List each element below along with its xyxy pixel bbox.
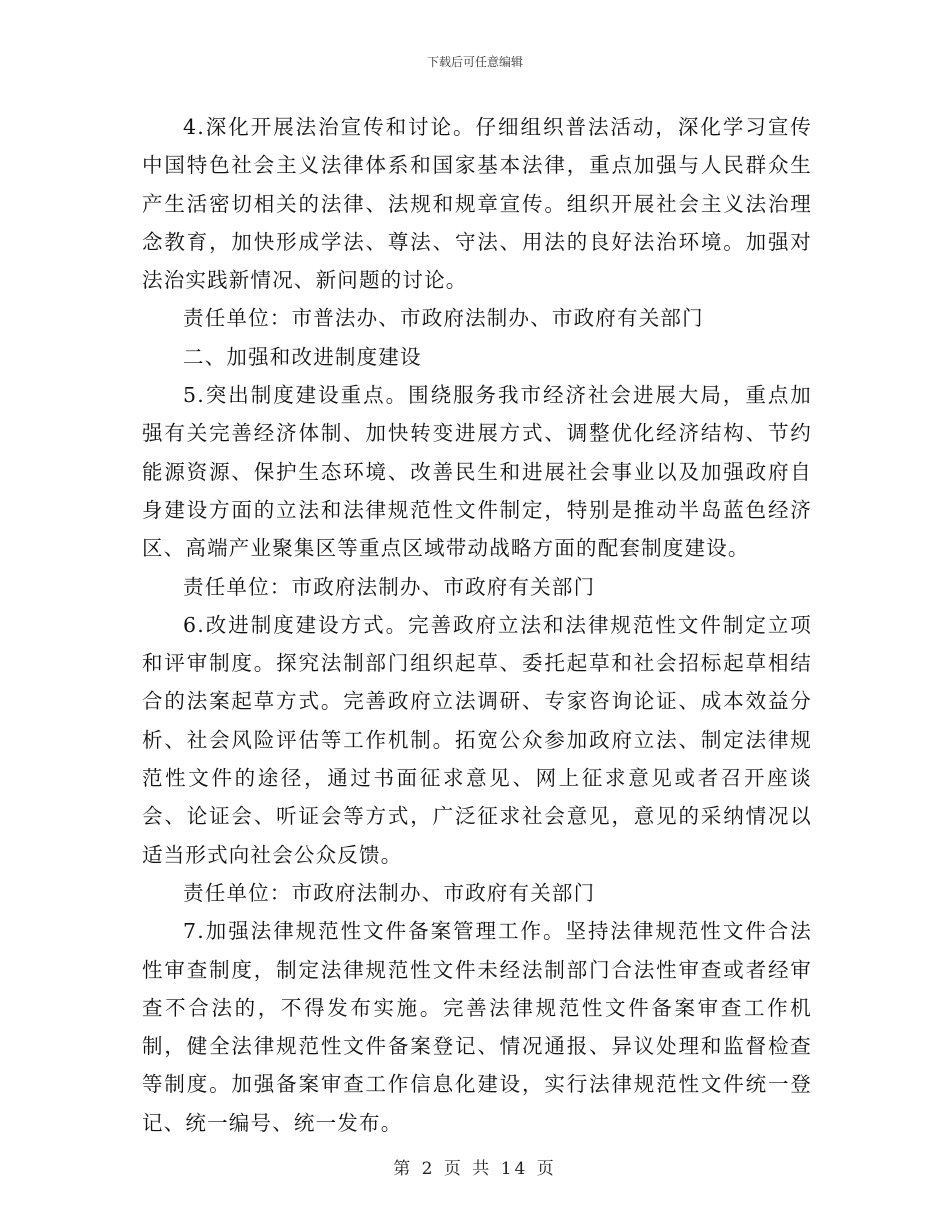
paragraph-item-7: 7.加强法律规范性文件备案管理工作。坚持法律规范性文件合法性审查制度，制定法律规范性文件未经法制部门合法性审查或者经审查不合法的，不得发布实施。完善法律规范性文件备案审查工作机制，健全法律规范性文件备案登记、情况通报、异议处理和监督检查等制度。加强备案审查工作信息化建设，实行法律规范性文件统一登记、统一编号、统一发布。 [142,919,812,1135]
section-heading: 二、加强和改进制度建设 [183,344,422,369]
responsibility-line: 责任单位：市政府法制办、市政府有关部门 [183,880,596,905]
page-number: 第 2 页 共 14 页 [393,1159,557,1179]
header-note: 下载后可任意编辑 [426,55,523,69]
paragraph-item-6: 6.改进制度建设方式。完善政府立法和法律规范性文件制定立项和评审制度。探究法制部门组织起草、委托起草和社会招标起草相结合的法案起草方式。完善政府立法调研、专家咨询论证、成本效益分析、社会风险评估等工作机制。拓宽公众参加政府立法、制定法律规范性文件的途径，通过书面征求意见、网上征求意见或者召开座谈会、论证会、听证会等方式，广泛征求社会意见，意见的采纳情况以适当形式向社会公众反馈。 [142,612,812,867]
paragraph-item-5: 5.突出制度建设重点。围绕服务我市经济社会进展大局，重点加强有关完善经济体制、加快转变进展方式、调整优化经济结构、节约能源资源、保护生态环境、改善民生和进展社会事业以及加强政府自身建设方面的立法和法律规范性文件制定，特别是推动半岛蓝色经济区、高端产业聚集区等重点区域带动战略方面的配套制度建设。 [142,383,812,561]
paragraph-item-4: 4.深化开展法治宣传和讨论。仔细组织普法活动，深化学习宣传中国特色社会主义法律体系和国家基本法律，重点加强与人民群众生产生活密切相关的法律、法规和规章宣传。组织开展社会主义法治理念教育，加快形成学法、尊法、守法、用法的良好法治环境。加强对法治实践新情况、新问题的讨论。 [142,115,812,293]
responsibility-line: 责任单位：市普法办、市政府法制办、市政府有关部门 [183,306,704,331]
document-body [142,108,812,1142]
responsibility-line: 责任单位：市政府法制办、市政府有关部门 [183,574,596,599]
